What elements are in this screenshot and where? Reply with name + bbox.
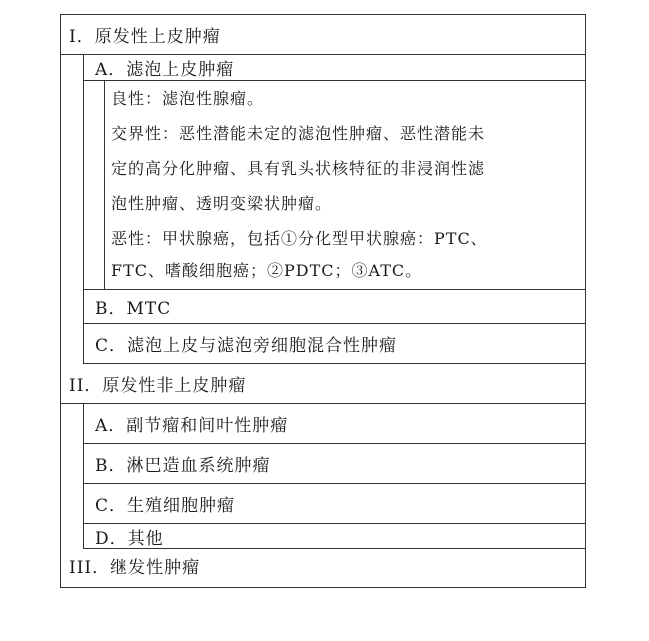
subsection-paraganglioma: A．副节瘤和间叶性肿瘤	[84, 404, 585, 444]
borderline-line-3: 泡性肿瘤、透明变梁状肿瘤。	[111, 194, 333, 213]
subsection-lymphoid: B．淋巴造血系统肿瘤	[84, 444, 585, 484]
follicular-detail	[104, 81, 585, 289]
section-primary-non-epithelial-body	[61, 404, 585, 549]
subsection-mixed: C．滤泡上皮与滤泡旁细胞混合性肿瘤	[84, 324, 585, 364]
section-secondary-title: III．继发性肿瘤	[69, 558, 201, 578]
section-primary-non-epithelial-title: II．原发性非上皮肿瘤	[61, 364, 585, 404]
section-primary-epithelial-title: I．原发性上皮肿瘤	[61, 15, 585, 55]
subsection-list	[83, 404, 585, 549]
malignant-line-2: FTC、嗜酸细胞癌；②PDTC；③ATC。	[111, 261, 423, 280]
subsection-other: D．其他	[84, 524, 585, 549]
malignant-line-1: 恶性：甲状腺癌，包括①分化型甲状腺癌：PTC、	[111, 229, 488, 248]
subsection-germ-cell: C．生殖细胞肿瘤	[84, 484, 585, 524]
benign-line: 良性：滤泡性腺瘤。	[111, 89, 265, 108]
borderline-line-2: 定的高分化肿瘤、具有乳头状核特征的非浸润性滤	[111, 159, 486, 178]
subsection-follicular-label: A．滤泡上皮肿瘤	[84, 55, 585, 81]
borderline-line-1: 交界性：恶性潜能未定的滤泡性肿瘤、恶性潜能未	[111, 124, 486, 143]
subsection-mtc: B．MTC	[84, 290, 585, 324]
subsection-list	[83, 55, 585, 364]
classification-table	[60, 14, 586, 588]
section-primary-epithelial-body	[61, 55, 585, 364]
follicular-detail-wrap	[84, 81, 585, 290]
